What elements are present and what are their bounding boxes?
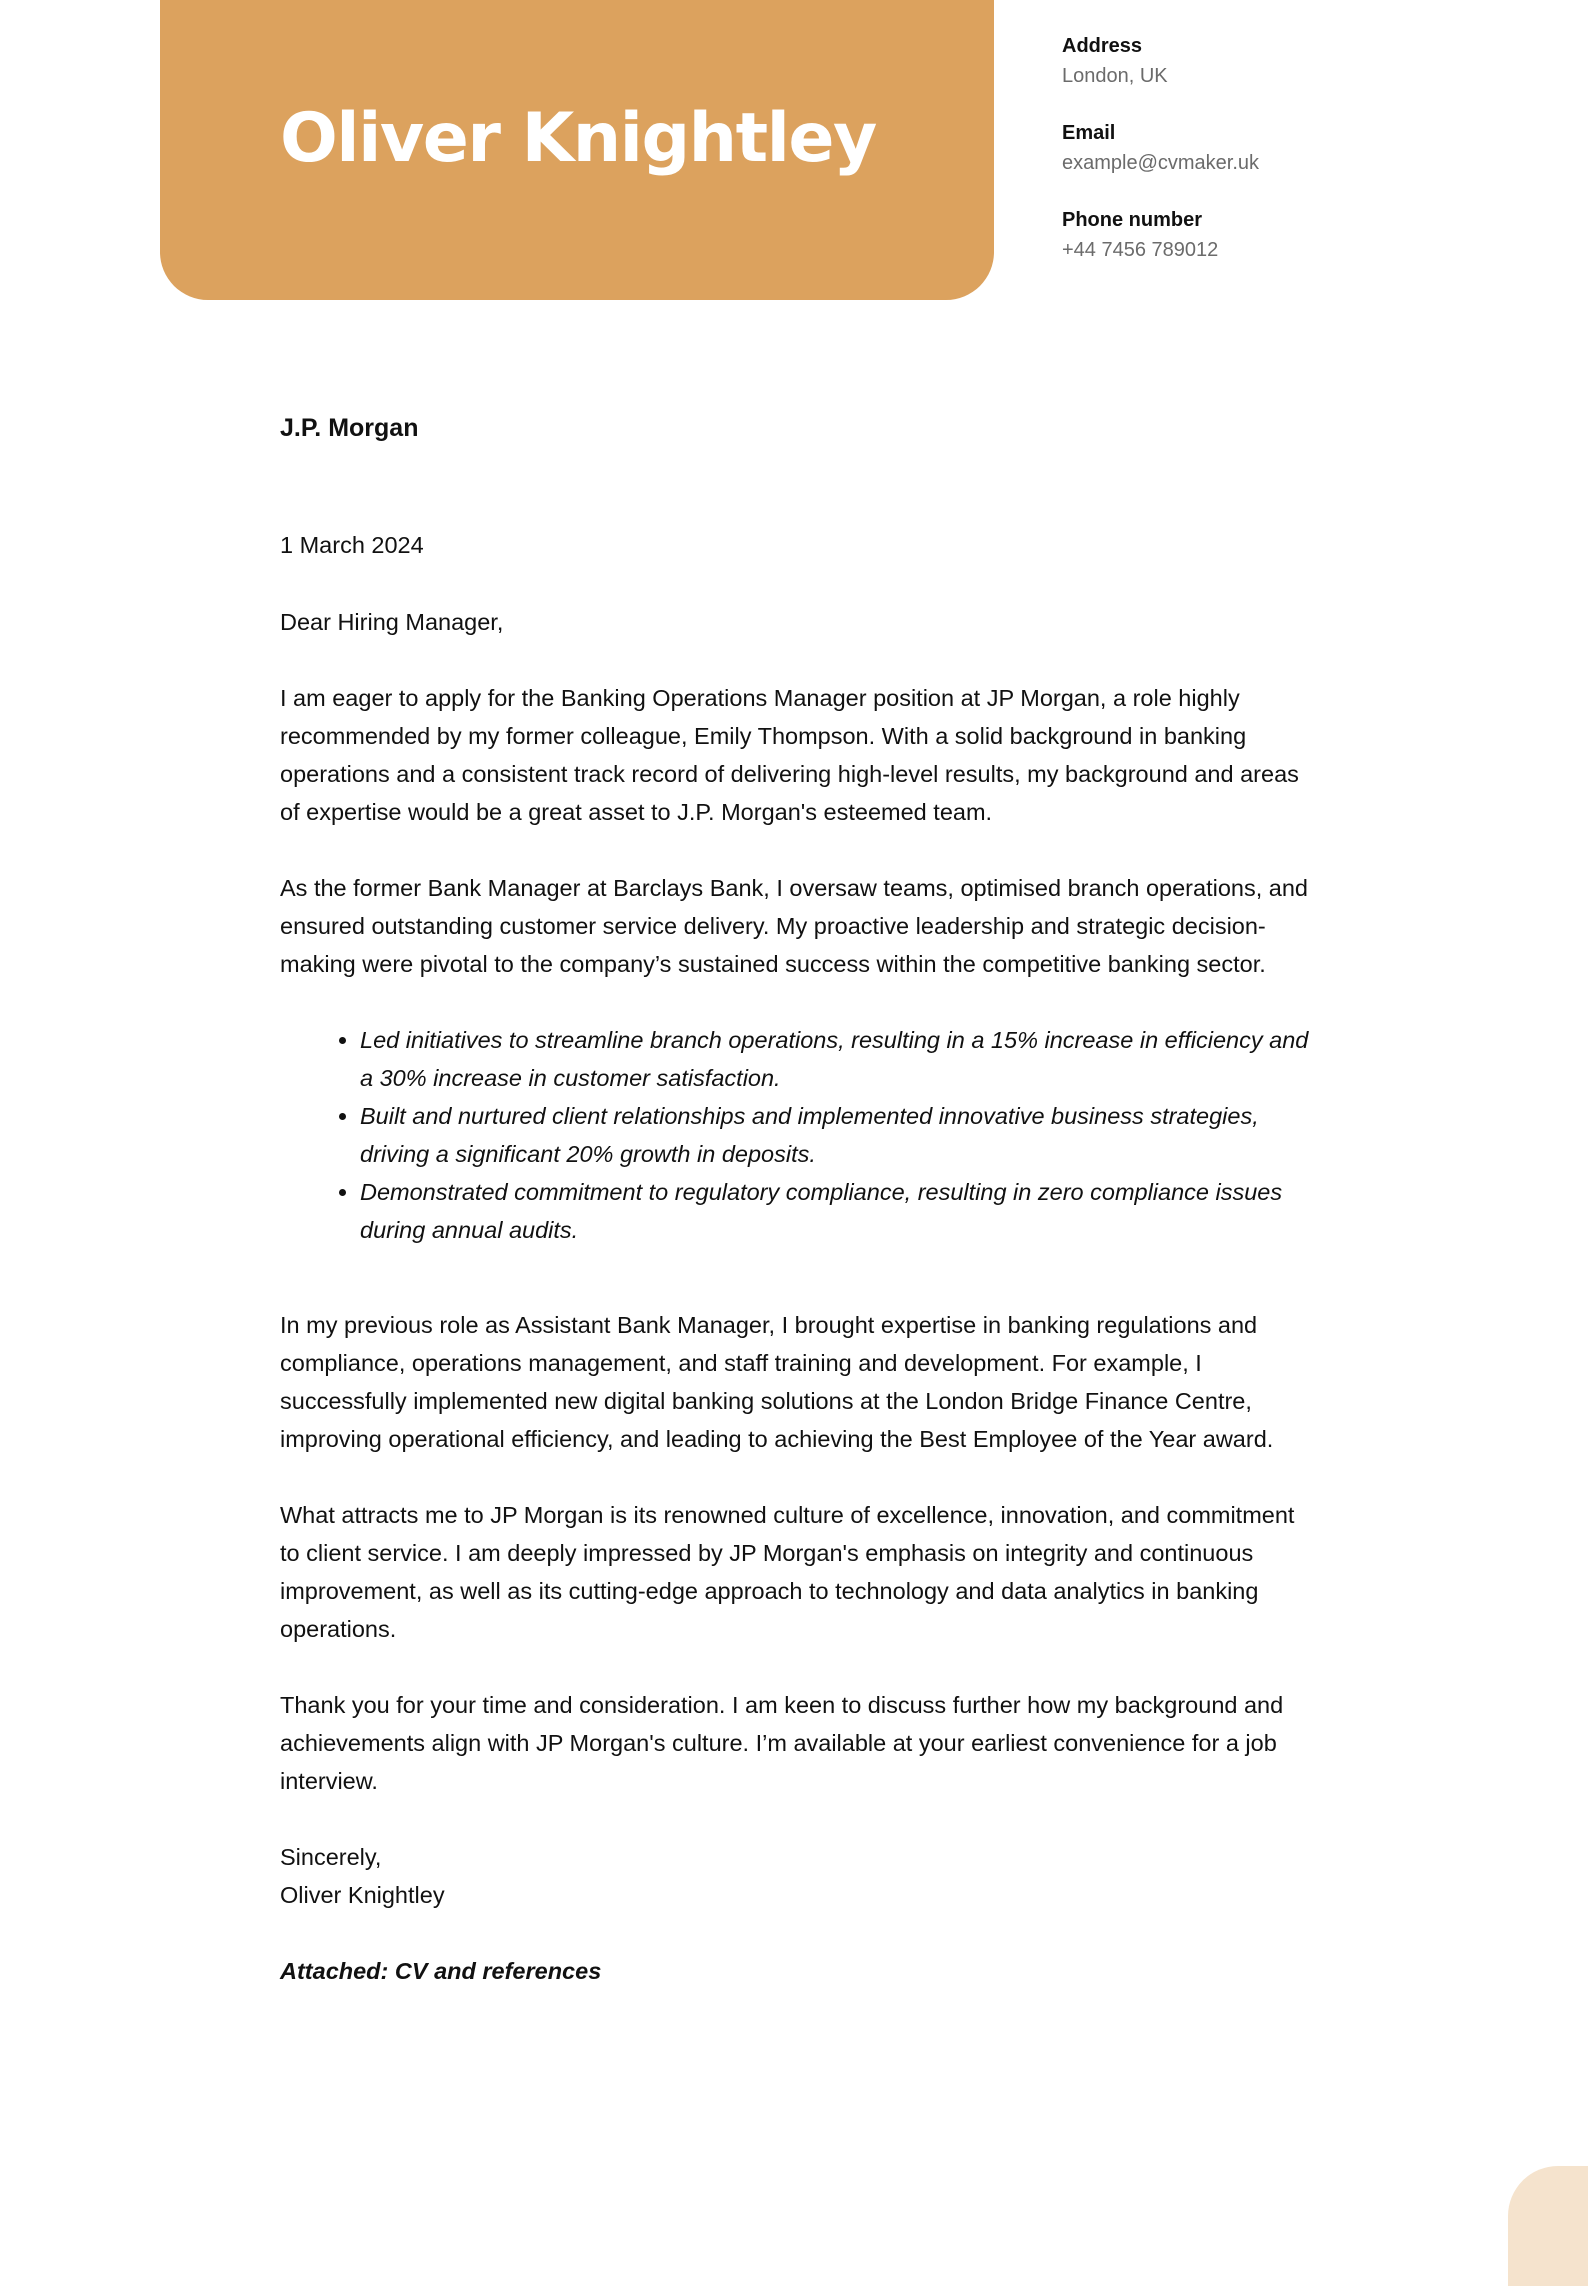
contact-email — [1062, 119, 1482, 179]
contact-label: Email — [1062, 122, 1116, 144]
header-banner — [160, 0, 994, 300]
contact-value: example@cvmaker.uk — [1062, 152, 1260, 174]
list-item: • Led initiatives to streamline branch operations, resulting in a 15% increase in efficiency and a 30% increase in customer satisfaction. — [360, 1021, 1320, 1097]
contact-address — [1062, 32, 1482, 92]
contact-phone — [1062, 206, 1482, 266]
letter-date: 1 March 2024 — [280, 532, 424, 558]
contact-label: Phone number — [1062, 209, 1203, 231]
corner-decoration — [1508, 2166, 1588, 2286]
list-item: • Built and nurtured client relationships and implemented innovative business strategies, driving a significant 20% growth in deposits. — [360, 1097, 1320, 1173]
list-item: • Demonstrated commitment to regulatory compliance, resulting in zero compliance issues during annual audits. — [360, 1173, 1320, 1249]
signature: Oliver Knightley — [280, 1882, 445, 1908]
letter-text — [280, 603, 1320, 2028]
paragraph-intro: I am eager to apply for the Banking Operations Manager position at JP Morgan, a role highly recommended by my former colleague, Emily Thompson. With a solid background in banking operations and a consistent track record of delivering high-level results, my background and areas of expertise would be a great asset to J.P. Morgan's esteemed team. — [280, 685, 1299, 825]
salutation: Dear Hiring Manager, — [280, 609, 504, 635]
paragraph-motivation: What attracts me to JP Morgan is its renowned culture of excellence, innovation, and commitment to client service. I am deeply impressed by JP Morgan's emphasis on integrity and continuous improvement, as well as its cutting-edge approach to technology and data analytics in banking operations. — [280, 1502, 1295, 1642]
paragraph-thanks: Thank you for your time and consideration. I am keen to discuss further how my background and achievements align with JP Morgan's culture. I’m available at your earliest convenience for a job interview. — [280, 1692, 1284, 1794]
achievements-list — [280, 1021, 1320, 1249]
paragraph-previous-role: In my previous role as Assistant Bank Manager, I brought expertise in banking regulations and compliance, operations management, and staff training and development. For example, I successfully implemented new digital banking solutions at the London Bridge Finance Centre, improving operational efficiency, and leading to achieving the Best Employee of the Year award. — [280, 1312, 1274, 1452]
applicant-name: Oliver Knightley — [280, 99, 876, 178]
contact-value: London, UK — [1062, 65, 1168, 87]
recipient: J.P. Morgan — [280, 414, 419, 442]
closing: Sincerely, — [280, 1844, 382, 1870]
paragraph-experience: As the former Bank Manager at Barclays Bank, I oversaw teams, optimised branch operations, and ensured outstanding customer service delivery. My proactive leadership and strategic decision-making were pivotal to the company’s sustained success within the competitive banking sector. — [280, 875, 1308, 977]
attachment-note: Attached: CV and references — [280, 1958, 602, 1984]
contact-label: Address — [1062, 35, 1143, 57]
contact-details — [1062, 32, 1482, 293]
contact-value: +44 7456 789012 — [1062, 239, 1219, 261]
